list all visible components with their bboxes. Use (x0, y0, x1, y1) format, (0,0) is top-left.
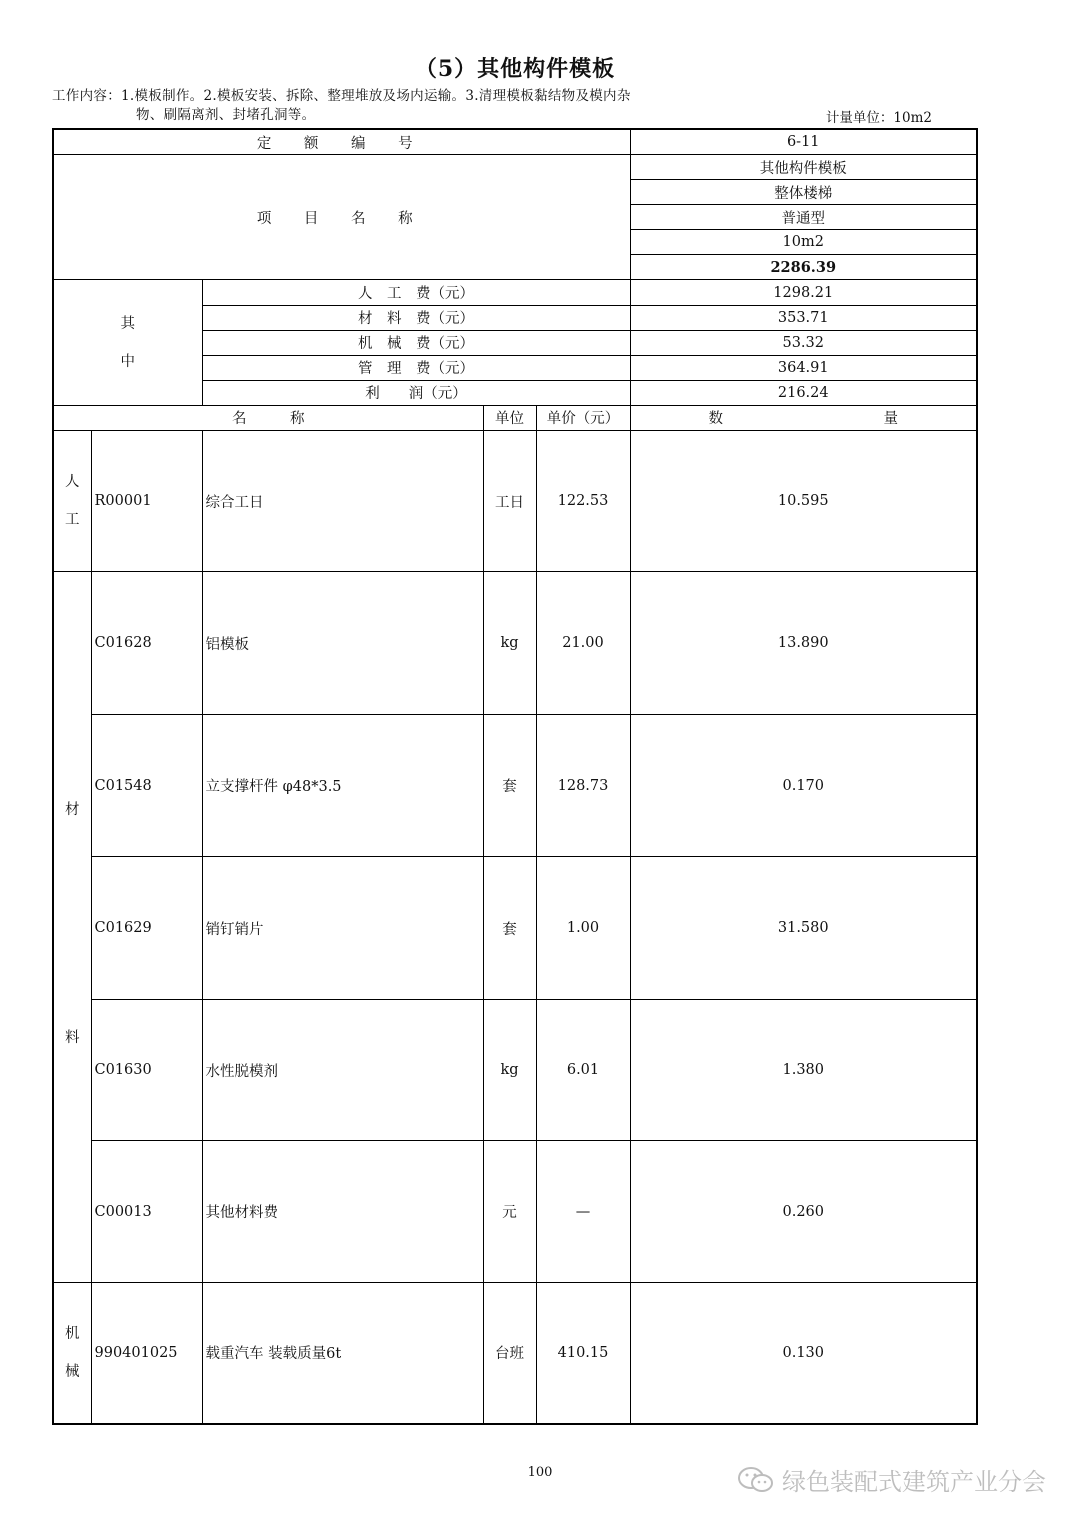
material-unit: 元 (483, 1141, 536, 1282)
labor-unit: 工日 (483, 430, 536, 571)
cost-value-labor: 1298.21 (630, 280, 977, 305)
material-code: C01629 (91, 857, 202, 999)
col-header-price: 单价（元） (536, 405, 630, 430)
material-qty: 13.890 (630, 572, 977, 714)
material-price: 21.00 (536, 572, 630, 714)
category-material: 材 料 (53, 572, 91, 1282)
material-price: 1.00 (536, 857, 630, 999)
material-code: C01630 (91, 999, 202, 1140)
cost-value-machine: 53.32 (630, 330, 977, 355)
machine-price: 410.15 (536, 1282, 630, 1424)
material-unit: 套 (483, 857, 536, 999)
item-name-1: 其他构件模板 (630, 155, 977, 180)
category-labor: 人 工 (53, 430, 91, 571)
cost-value-management: 364.91 (630, 355, 977, 380)
machine-name: 载重汽车 装载质量6t (202, 1282, 483, 1424)
material-unit: kg (483, 999, 536, 1140)
col-header-qty: 数 量 (630, 405, 977, 430)
cost-value-material: 353.71 (630, 305, 977, 330)
cost-label-management: 管 理 费（元） (202, 355, 630, 380)
material-unit: 套 (483, 714, 536, 856)
material-qty: 0.170 (630, 714, 977, 856)
material-price: 128.73 (536, 714, 630, 856)
labor-name: 综合工日 (202, 430, 483, 571)
material-code: C00013 (91, 1141, 202, 1282)
material-code: C01628 (91, 572, 202, 714)
material-name: 销钉销片 (202, 857, 483, 999)
labor-qty: 10.595 (630, 430, 977, 571)
work-content (52, 87, 631, 125)
measure-unit: 计量单位：10m2 (825, 110, 932, 126)
material-price: — (536, 1141, 630, 1282)
watermark-text: 绿色装配式建筑产业分会 (782, 1468, 1046, 1496)
material-price: 6.01 (536, 999, 630, 1140)
total-price: 2286.39 (630, 255, 977, 280)
work-content-line-2: 物、刷隔离剂、封堵孔洞等。 (136, 107, 316, 123)
labor-code: R00001 (91, 430, 202, 571)
item-name-label: 项 目 名 称 (53, 155, 630, 280)
machine-qty: 0.130 (630, 1282, 977, 1424)
material-code: C01548 (91, 714, 202, 856)
page-number: 100 (527, 1465, 553, 1480)
wechat-icon (736, 1465, 776, 1495)
quota-code: 6-11 (630, 129, 977, 155)
work-content-line-1: 工作内容：1.模板制作。2.模板安装、拆除、整理堆放及场内运输。3.清理模板黏结物及模内杂 (52, 88, 631, 104)
cost-label-labor: 人 工 费（元） (202, 280, 630, 305)
labor-price: 122.53 (536, 430, 630, 571)
item-name-3: 普通型 (630, 205, 977, 230)
cost-label-machine: 机 械 费（元） (202, 330, 630, 355)
material-name: 其他材料费 (202, 1141, 483, 1282)
material-name: 水性脱模剂 (202, 999, 483, 1140)
material-qty: 31.580 (630, 857, 977, 999)
material-unit: kg (483, 572, 536, 714)
material-qty: 1.380 (630, 999, 977, 1140)
cost-group-label: 其 中 (53, 280, 202, 405)
cost-label-profit: 利 润（元） (202, 380, 630, 405)
col-header-unit: 单位 (483, 405, 536, 430)
material-name: 立支撑杆件 φ48*3.5 (202, 714, 483, 856)
item-name-2: 整体楼梯 (630, 180, 977, 205)
quota-code-label: 定 额 编 号 (53, 129, 630, 155)
machine-code: 990401025 (91, 1282, 202, 1424)
col-header-name: 名 称 (53, 405, 483, 430)
material-qty: 0.260 (630, 1141, 977, 1282)
material-name: 铝模板 (202, 572, 483, 714)
item-name-4: 10m2 (630, 230, 977, 255)
page-title: （5）其他构件模板 (414, 56, 616, 82)
cost-value-profit: 216.24 (630, 380, 977, 405)
category-machine: 机 械 (53, 1282, 91, 1424)
machine-unit: 台班 (483, 1282, 536, 1424)
quota-table (52, 128, 978, 1425)
watermark (736, 1462, 1046, 1497)
cost-label-material: 材 料 费（元） (202, 305, 630, 330)
